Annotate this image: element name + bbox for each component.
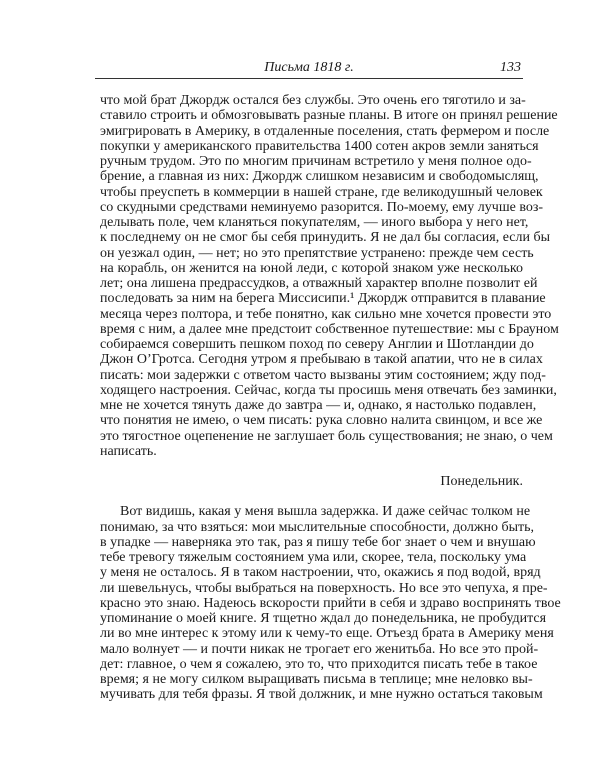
text-line: написать.: [100, 443, 157, 459]
text-line: красно это знаю. Надеюсь вскорости прийти в себя и здраво воспринять твое: [100, 595, 561, 611]
paragraph-2: [100, 504, 561, 703]
text-line: упоминание о моей книге. Я тщетно ждал до понедельника, не пробудится: [100, 611, 547, 626]
text-line: ручным трудом. Это по многим причинам встретило у меня полное одо-: [100, 154, 532, 169]
text-line: к последнему он не смог бы себя принудить. Я не дал бы согласия, если бы: [100, 230, 551, 246]
text-line: делывать поле, чем кланяться покупателям, — иного выбора у него нет,: [100, 215, 529, 230]
text-line: эмигрировать в Америку, в отдаленные поселения, стать фермером и после: [100, 123, 550, 139]
text-line: мучивать для тебя фразы. Я твой должник, и мне нужно остаться таковым: [100, 687, 543, 703]
text-line: мало волнует — и почти никак не трогает его женитьба. Но все это прой-: [100, 641, 539, 657]
text-line: дет: главное, о чем я сожалею, это то, что приходится писать тебе в такое: [100, 656, 538, 672]
text-line: собираемся совершить пешком поход по северу Англии и Шотландии до: [100, 337, 534, 352]
page-number: 133: [500, 60, 521, 75]
text-line: у меня не осталось. Я в таком настроении, что, окажись я под водой, вряд: [100, 565, 541, 581]
text-line: Вот видишь, какая у меня вышла задержка. И даже сейчас толком не: [120, 504, 531, 520]
text-line: тебе тревогу тяжелым состоянием ума или, скорее, тела, поскольку ума: [100, 550, 527, 565]
text-line: брение, а главная из них: Джордж слишком независим и свободомыслящ,: [100, 169, 539, 185]
text-line: лет; она лишена предрассудков, а отважный характер вполне позволит ей: [100, 276, 538, 291]
text-line: Джон О’Гротса. Сегодня утром я пребываю в такой апатии, что не в силах: [100, 352, 543, 368]
page-body: [100, 93, 561, 703]
text-line: это тягостное оцепенение не заглушает боль существования; не знаю, о чем: [100, 428, 553, 444]
text-line: чтобы преуспеть в коммерции в нашей стране, где великодушный человек: [100, 184, 543, 200]
text-line: понимаю, за что взяться: мои мыслительные способности, должно быть,: [100, 519, 535, 535]
text-line: мне не хочется тянуть даже до завтра — и, однако, я настолько подавлен,: [100, 398, 537, 413]
paragraph-1: [100, 93, 559, 459]
text-line: время с ним, а далее мне предстоит собственное путешествие: мы с Брауном: [100, 321, 559, 337]
text-line: в упадке — наверняка это так, раз я пишу тебе бог знает о чем и внушаю: [100, 534, 536, 550]
date-line: Понедельник.: [440, 474, 523, 489]
text-line: покупки у американского правительства 1400 сотен акров земли заняться: [100, 138, 539, 154]
text-line: со скудными средствами неминуемо разорится. По-моему, ему лучше воз-: [100, 199, 544, 215]
text-line: месяца через полтора, и тебе понятно, как сильно мне хочется провести это: [100, 306, 552, 322]
text-line: что понятия не имею, о чем писать: рука словно налита свинцом, и все же: [100, 413, 543, 429]
running-title: Письма 1818 г.: [264, 60, 354, 75]
text-line: он уезжал один, — нет; но это препятствие устранено: прежде чем сесть: [100, 245, 534, 261]
text-line: что мой брат Джордж остался без службы. Это очень его тяготило и за-: [100, 93, 526, 108]
text-line: последовать за ним на берега Миссисипи.¹ Джордж отправится в плавание: [100, 291, 546, 307]
text-line: ходящего настроения. Сейчас, когда ты просишь меня отвечать без заминки,: [100, 382, 557, 398]
text-line: время; я не могу силком выращивать письма в теплице; мне неловко вы-: [100, 672, 533, 687]
running-header: [95, 60, 523, 79]
text-line: на корабль, он женится на юной леди, с которой знаком уже несколько: [100, 260, 523, 276]
text-line: ли шевельнусь, чтобы выбраться на поверхность. Но все это чепуха, я пре-: [100, 580, 548, 596]
text-line: ли во мне интерес к этому или к чему-то еще. Отъезд брата в Америку меня: [100, 626, 554, 642]
text-line: писать: мои задержки с ответом часто вызваны этим состоянием; жду под-: [100, 367, 546, 383]
text-line: ставило строить и обмозговывать разные планы. В итоге он принял решение: [100, 108, 558, 124]
